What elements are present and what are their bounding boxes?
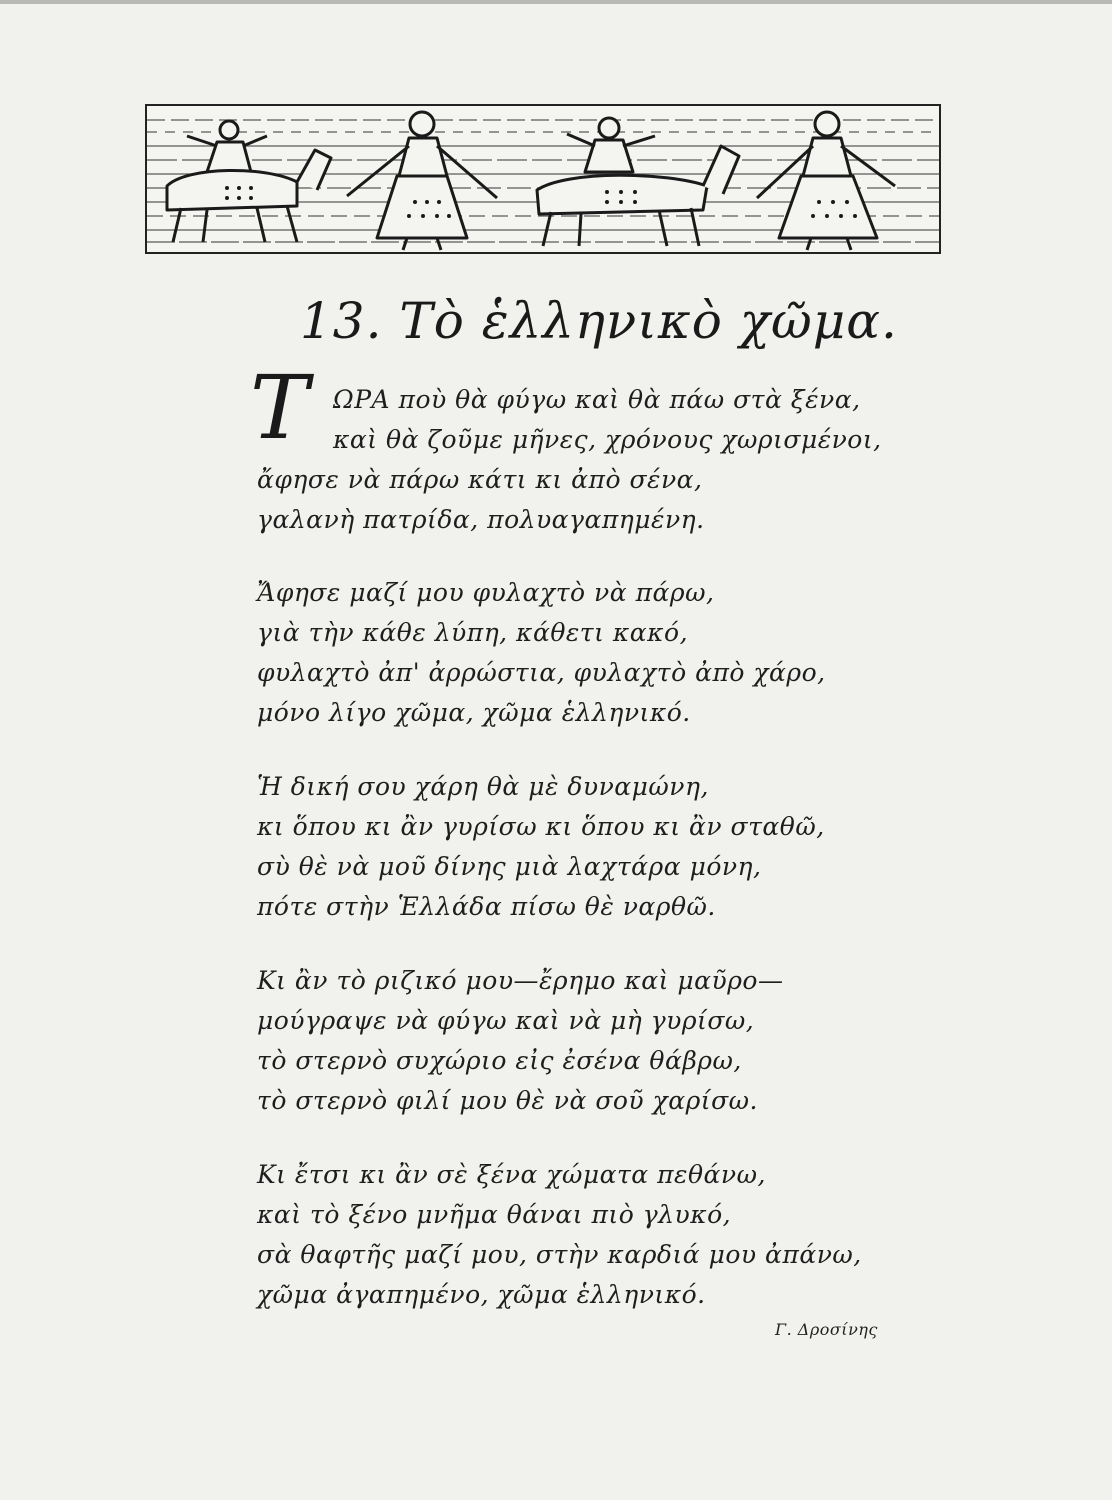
poem-line: Κι ἔτσι κι ἂν σὲ ξένα χώματα πεθάνω,: [257, 1160, 766, 1189]
poem-line: μούγραψε νὰ φύγω καὶ νὰ μὴ γυρίσω,: [257, 1006, 755, 1035]
poem-line: ΩΡΑ ποὺ θὰ φύγω καὶ θὰ πάω στὰ ξένα,: [333, 385, 861, 414]
poem-line: Ἄφησε μαζί μου φυλαχτὸ νὰ πάρω,: [257, 578, 715, 607]
poem-line: Ἡ δική σου χάρη θὰ μὲ δυναμώνη,: [257, 772, 709, 801]
poem-line: γαλανὴ πατρίδα, πολυαγαπημένη.: [257, 505, 705, 534]
poem-line: γιὰ τὴν κάθε λύπη, κάθετι κακό,: [257, 618, 689, 647]
poem-line: τὸ στερνὸ φιλί μου θὲ νὰ σοῦ χαρίσω.: [257, 1086, 759, 1115]
poem-line: κι ὅπου κι ἂν γυρίσω κι ὅπου κι ἂν σταθῶ,: [257, 812, 825, 841]
author-signature: Γ. Δροσίνης: [775, 1320, 878, 1339]
poem-line: καὶ τὸ ξένο μνῆμα θάναι πιὸ γλυκό,: [257, 1200, 732, 1229]
poem-line: ἄφησε νὰ πάρω κάτι κι ἀπὸ σένα,: [257, 465, 703, 494]
poem-line: μόνο λίγο χῶμα, χῶμα ἑλληνικό.: [257, 698, 691, 727]
folk-dance-woodcut-illustration: [145, 104, 941, 254]
poem-line: πότε στὴν Ἑλλάδα πίσω θὲ ναρθῶ.: [257, 892, 716, 921]
page-top-edge: [0, 0, 1112, 4]
poem-line: σὰ θαφτῆς μαζί μου, στὴν καρδιά μου ἀπάνω,: [257, 1240, 862, 1269]
poem-line: τὸ στερνὸ συχώριο εἰς ἐσένα θάβρω,: [257, 1046, 742, 1075]
drop-cap: Τ: [250, 356, 309, 459]
woodcut-figures: [147, 106, 939, 252]
poem-line: καὶ θὰ ζοῦμε μῆνες, χρόνους χωρισμένοι,: [333, 425, 882, 454]
poem-line: χῶμα ἀγαπημένο, χῶμα ἑλληνικό.: [257, 1280, 706, 1309]
poem-line: σὺ θὲ νὰ μοῦ δίνης μιὰ λαχτάρα μόνη,: [257, 852, 762, 881]
poem-line: φυλαχτὸ ἀπ' ἀρρώστια, φυλαχτὸ ἀπὸ χάρο,: [257, 658, 826, 687]
poem-line: Κι ἂν τὸ ριζικό μου—ἔρημο καὶ μαῦρο—: [257, 966, 784, 995]
poem-title: 13. Τὸ ἑλληνικὸ χῶμα.: [300, 292, 898, 350]
